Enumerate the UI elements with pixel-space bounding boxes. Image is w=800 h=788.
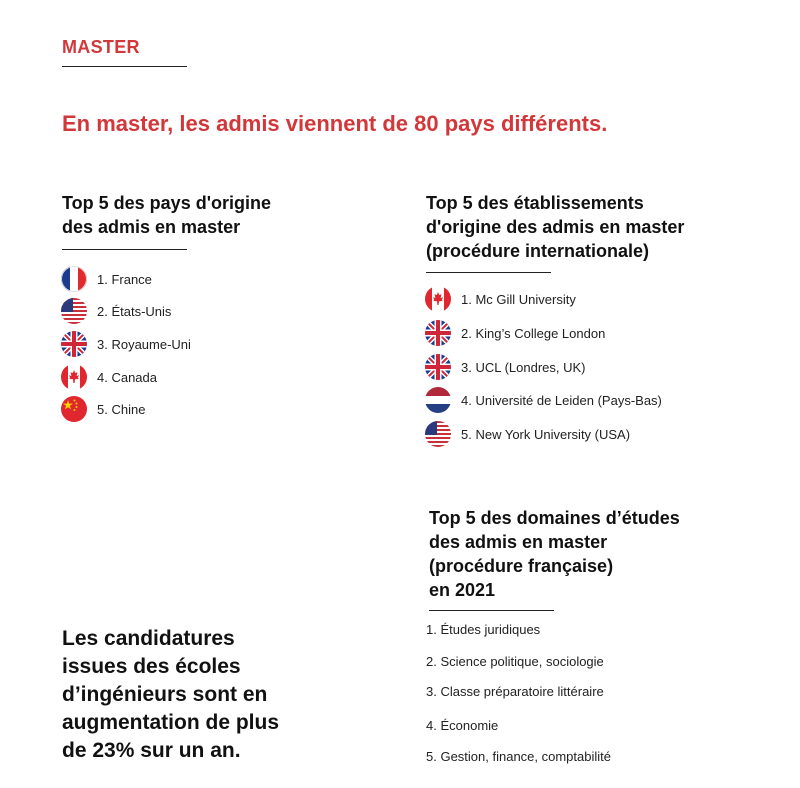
list-item: 5. Gestion, finance, comptabilité	[426, 749, 611, 764]
headline: En master, les admis viennent de 80 pays différents.	[62, 111, 608, 136]
list-item	[425, 285, 576, 313]
list-item	[425, 420, 630, 448]
countries-title-line: Top 5 des pays d'origine	[62, 193, 271, 213]
list-item-label: 4. Canada	[97, 369, 157, 385]
callout-line: issues des écoles	[62, 655, 241, 678]
countries-underline	[62, 249, 187, 250]
list-item-label: 3. UCL (Londres, UK)	[461, 359, 586, 375]
list-item	[61, 297, 171, 325]
callout-line: Les candidatures	[62, 627, 235, 650]
domains-title-line: en 2021	[429, 580, 496, 600]
list-item-label: 1. France	[97, 271, 152, 287]
netherlands-flag-icon	[425, 387, 451, 413]
list-item	[61, 265, 152, 293]
uk-flag-icon	[425, 354, 451, 380]
uk-flag-icon	[61, 331, 87, 357]
china-flag-icon	[61, 396, 87, 422]
domains-title-line: Top 5 des domaines d’études	[429, 508, 680, 528]
list-item-label: 3. Royaume-Uni	[97, 336, 191, 352]
list-item	[61, 330, 191, 358]
institutions-title-line: (procédure internationale)	[426, 241, 650, 261]
domains-title	[429, 506, 680, 602]
list-item	[61, 395, 145, 423]
section-underline	[62, 66, 187, 67]
list-item	[425, 386, 662, 414]
list-item	[61, 363, 157, 391]
institutions-title-line: Top 5 des établissements	[426, 193, 644, 213]
list-item	[425, 319, 605, 347]
canada-flag-icon	[61, 364, 87, 390]
countries-title	[62, 191, 271, 239]
callout-line: d’ingénieurs sont en	[62, 683, 268, 706]
callout-line: augmentation de plus	[62, 711, 280, 734]
list-item-label: 4. Université de Leiden (Pays-Bas)	[461, 392, 662, 408]
canada-flag-icon	[425, 286, 451, 312]
list-item-label: 2. King’s College London	[461, 325, 606, 341]
domains-underline	[429, 610, 554, 611]
countries-title-line: des admis en master	[62, 217, 241, 237]
callout-text	[62, 625, 362, 765]
list-item	[425, 353, 586, 381]
callout-line: de 23% sur un an.	[62, 739, 241, 762]
uk-flag-icon	[425, 320, 451, 346]
list-item-label: 5. Chine	[97, 401, 146, 417]
domains-title-line: (procédure française)	[429, 556, 614, 576]
list-item-label: 1. Mc Gill University	[461, 291, 576, 307]
france-flag-icon	[61, 266, 87, 292]
section-label: MASTER	[62, 37, 140, 57]
list-item: 1. Études juridiques	[426, 622, 541, 637]
list-item-label: 5. New York University (USA)	[461, 426, 631, 442]
institutions-title-line: d'origine des admis en master	[426, 217, 685, 237]
list-item: 4. Économie	[426, 718, 499, 733]
list-item: 3. Classe préparatoire littéraire	[426, 684, 604, 699]
institutions-underline	[426, 272, 551, 273]
list-item-label: 2. États-Unis	[97, 303, 172, 319]
usa-flag-icon	[425, 421, 451, 447]
usa-flag-icon	[61, 298, 87, 324]
institutions-title	[426, 191, 684, 263]
domains-title-line: des admis en master	[429, 532, 608, 552]
list-item: 2. Science politique, sociologie	[426, 654, 604, 669]
